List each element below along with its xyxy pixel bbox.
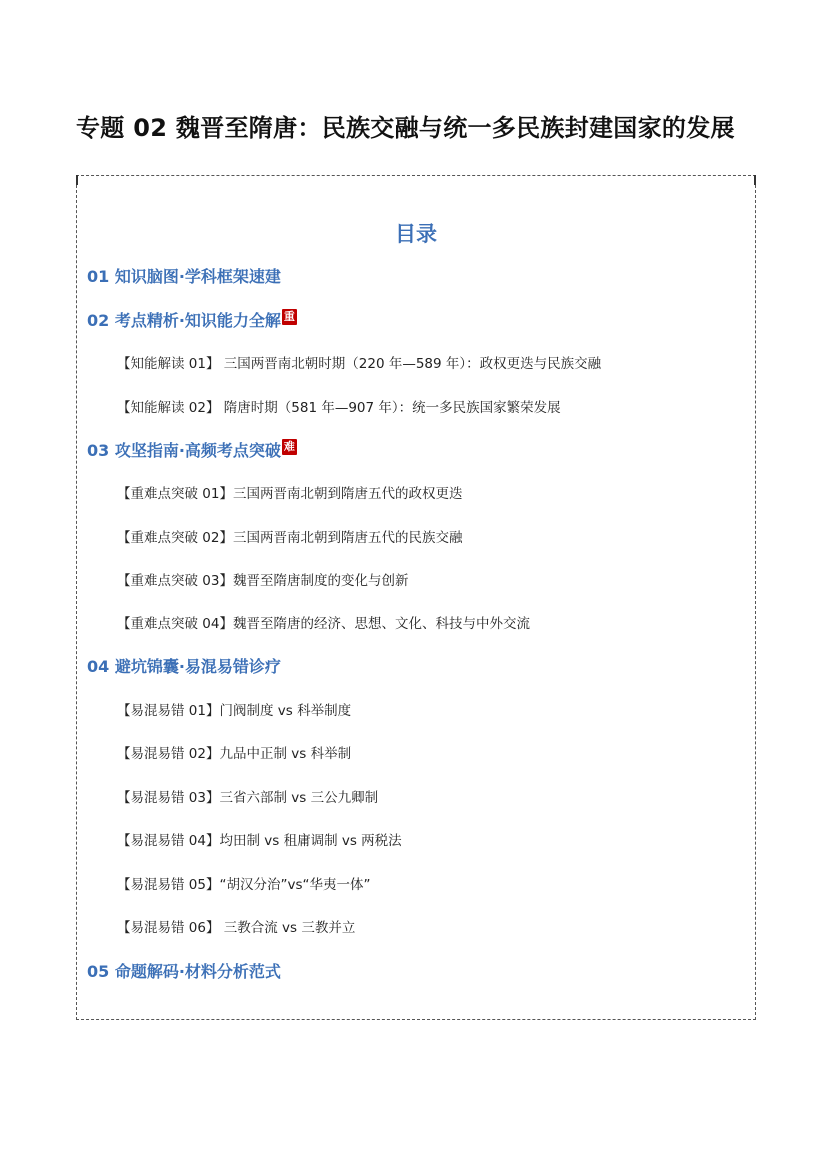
toc-item-confusion-02[interactable]: 【易混易错 02】九品中正制 vs 科举制 [117, 746, 352, 762]
toc-item-confusion-01[interactable]: 【易混易错 01】门阀制度 vs 科举制度 [117, 703, 352, 719]
toc-box [76, 175, 756, 1020]
toc-section-label: 03 攻坚指南·高频考点突破 [87, 441, 281, 460]
toc-item-knowledge-01[interactable]: 【知能解读 01】 三国两晋南北朝时期（220 年—589 年）：政权更迭与民族交融 [117, 356, 602, 372]
toc-section-03[interactable] [87, 438, 297, 461]
toc-item-knowledge-02[interactable]: 【知能解读 02】 隋唐时期（581 年—907 年）：统一多民族国家繁荣发展 [117, 400, 561, 416]
toc-section-05[interactable] [87, 959, 281, 982]
toc-section-04[interactable] [87, 654, 281, 677]
toc-item-breakthrough-04[interactable]: 【重难点突破 04】魏晋至隋唐的经济、思想、文化、科技与中外交流 [117, 616, 530, 632]
toc-heading: 目录 [395, 222, 437, 246]
badge-important: 重 [283, 310, 295, 323]
toc-section-label: 05 命题解码·材料分析范式 [87, 962, 281, 981]
toc-section-02[interactable] [87, 308, 297, 331]
toc-section-label: 02 考点精析·知识能力全解 [87, 311, 281, 330]
toc-section-01[interactable] [87, 264, 281, 287]
badge-difficult: 难 [283, 440, 295, 453]
toc-item-confusion-05[interactable]: 【易混易错 05】“胡汉分治”vs“华夷一体” [117, 877, 371, 893]
toc-item-breakthrough-01[interactable]: 【重难点突破 01】三国两晋南北朝到隋唐五代的政权更迭 [117, 486, 463, 502]
toc-section-label: 04 避坑锦囊·易混易错诊疗 [87, 657, 281, 676]
toc-item-confusion-04[interactable]: 【易混易错 04】均田制 vs 租庸调制 vs 两税法 [117, 833, 402, 849]
toc-section-label: 01 知识脑图·学科框架速建 [87, 267, 281, 286]
toc-item-breakthrough-03[interactable]: 【重难点突破 03】魏晋至隋唐制度的变化与创新 [117, 573, 409, 589]
toc-item-confusion-06[interactable]: 【易混易错 06】 三教合流 vs 三教并立 [117, 920, 356, 936]
toc-item-confusion-03[interactable]: 【易混易错 03】三省六部制 vs 三公九卿制 [117, 790, 379, 806]
toc-item-breakthrough-02[interactable]: 【重难点突破 02】三国两晋南北朝到隋唐五代的民族交融 [117, 530, 463, 546]
page-title: 专题 02 魏晋至隋唐：民族交融与统一多民族封建国家的发展 [76, 114, 735, 142]
